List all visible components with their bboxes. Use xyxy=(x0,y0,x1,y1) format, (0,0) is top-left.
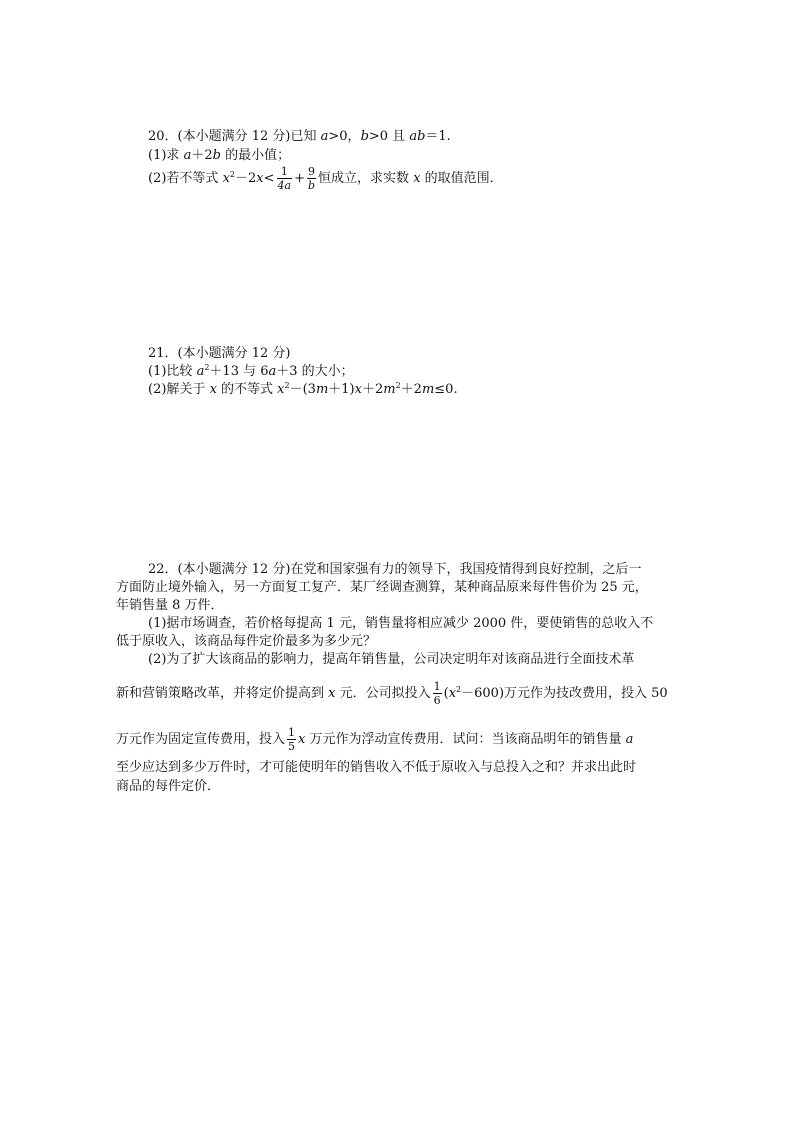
q20-p1-var: a xyxy=(183,148,192,163)
fraction-denominator: 6 xyxy=(433,694,441,707)
q20-cond-text: ＝1. xyxy=(425,129,451,144)
q22-fraction-1 xyxy=(433,680,442,707)
q21-part1 xyxy=(148,363,354,381)
q22-line-3: 年销售量 8 万件． xyxy=(116,598,224,613)
q21-p2-text: ＋2 xyxy=(400,382,422,397)
q22-fraction-2 xyxy=(287,726,296,753)
q20-p2-text: + xyxy=(294,171,305,186)
q22-line-2: 方面防止境外输入，另一方面复工复产．某厂经调查测算，某种商品原来每件售价为 25 元， xyxy=(116,580,648,595)
q21-p1-var: a xyxy=(268,364,277,379)
q20-p2-text: (2)若不等式 xyxy=(148,171,223,186)
q20-p1-text: 的最小值； xyxy=(220,148,291,163)
q21-p2-text: 的不等式 xyxy=(216,382,278,397)
q20-p2-var: x xyxy=(222,171,230,186)
q20-p2-var: x xyxy=(256,171,264,186)
q20-p1-text: ＋2 xyxy=(191,148,213,163)
q21-p1-sup: 2 xyxy=(204,363,210,372)
q21-p2-sup: 2 xyxy=(284,381,290,390)
q21-p2-var: x xyxy=(354,382,362,397)
fraction-denominator: 4a xyxy=(277,179,292,192)
q20-header xyxy=(148,128,451,146)
q20-fraction-1 xyxy=(277,165,293,192)
fraction-denominator: b xyxy=(308,179,316,192)
q20-cond-text: >0， xyxy=(328,129,361,144)
q21-p1-text: (1)比较 xyxy=(148,364,197,379)
q22-l8-text: 万元作为固定宣传费用，投入 xyxy=(116,732,286,747)
q20-p2-text: －2 xyxy=(235,171,257,186)
q22-line-8 xyxy=(116,726,633,753)
fraction-numerator: 1 xyxy=(433,680,441,693)
q20-part2 xyxy=(148,165,503,192)
q20-var-ab: ab xyxy=(409,129,426,144)
q21-p2-var: x xyxy=(209,382,217,397)
q22-line-1: 22．(本小题满分 12 分)在党和国家强有力的领导下，我国疫情得到良好控制，之后一 xyxy=(148,562,642,577)
fraction-numerator: 1 xyxy=(288,726,296,739)
q21-p2-var: m xyxy=(383,382,396,397)
q21-p1-text: ＋13 与 6 xyxy=(209,364,269,379)
fraction-numerator: 9 xyxy=(308,165,316,178)
q21-p2-text: ＋2 xyxy=(361,382,384,397)
q22-l7-var: x xyxy=(328,686,336,701)
q20-cond-text: >0 且 xyxy=(368,129,410,144)
q22-line-5: 低于原收入，该商品每件定价最多为多少元？ xyxy=(116,634,377,649)
q20-p2-text: 恒成立，求实数 xyxy=(318,171,414,186)
q21-p1-text: ＋3 的大小； xyxy=(276,364,354,379)
q21-header: 21．(本小题满分 12 分) xyxy=(148,346,291,361)
q21-p2-var: x xyxy=(277,382,285,397)
q20-var-b: b xyxy=(360,129,369,144)
q21-p2-text: ＋1) xyxy=(328,382,355,397)
q22-l8-var: x xyxy=(298,732,306,747)
q20-p1-var: b xyxy=(212,148,221,163)
q22-line-4: (1)据市场调查，若价格每提高 1 元，销售量将相应减少 2000 件，要使销售的总收入不 xyxy=(148,616,654,631)
fraction-numerator: 1 xyxy=(277,165,293,179)
q20-p2-text: 的取值范围． xyxy=(420,171,503,186)
q21-p1-var: a xyxy=(196,364,205,379)
q22-l8-var: a xyxy=(625,732,634,747)
q21-p2-sup: 2 xyxy=(395,381,401,390)
q22-line-7 xyxy=(116,680,668,707)
q22-l7-sup: 2 xyxy=(456,685,462,694)
q20-head-text: 20．(本小题满分 12 分)已知 xyxy=(148,129,321,144)
q20-p2-sup: 2 xyxy=(229,170,235,179)
q22-line-10: 商品的每件定价． xyxy=(116,779,221,794)
q21-p2-text: ≤0. xyxy=(434,382,458,397)
q22-l8-text: 万元作为浮动宣传费用．试问：当该商品明年的销售量 xyxy=(305,732,626,747)
q22-l7-text: －600)万元作为技改费用，投入 50 xyxy=(461,686,668,701)
q20-part1 xyxy=(148,147,290,165)
fraction-denominator: 5 xyxy=(288,740,296,753)
q22-line-9: 至少应达到多少万件时，才可能使明年的销售收入不低于原收入与总投入之和？并求出此时 xyxy=(116,760,637,775)
q21-p2-text: (2)解关于 xyxy=(148,382,210,397)
q22-l7-text: 新和营销策略改革，并将定价提高到 xyxy=(116,686,329,701)
q20-fraction-2 xyxy=(307,165,316,192)
q22-l7-var: x xyxy=(448,686,457,701)
q20-var-a: a xyxy=(320,129,329,144)
q22-line-6: (2)为了扩大该商品的影响力，提高年销售量，公司决定明年对该商品进行全面技术革 xyxy=(148,652,635,667)
q21-p2-text: －(3 xyxy=(289,382,316,397)
q21-p2-var: m xyxy=(421,382,435,397)
q22-l7-text: ( xyxy=(443,686,449,701)
q20-p1-text: (1)求 xyxy=(148,148,184,163)
q20-p2-var: x xyxy=(413,171,421,186)
q21-p2-var: m xyxy=(315,382,329,397)
q21-part2 xyxy=(148,381,458,399)
q20-p2-text: < xyxy=(263,171,275,186)
q22-l7-text: 元．公司拟投入 xyxy=(335,686,431,701)
